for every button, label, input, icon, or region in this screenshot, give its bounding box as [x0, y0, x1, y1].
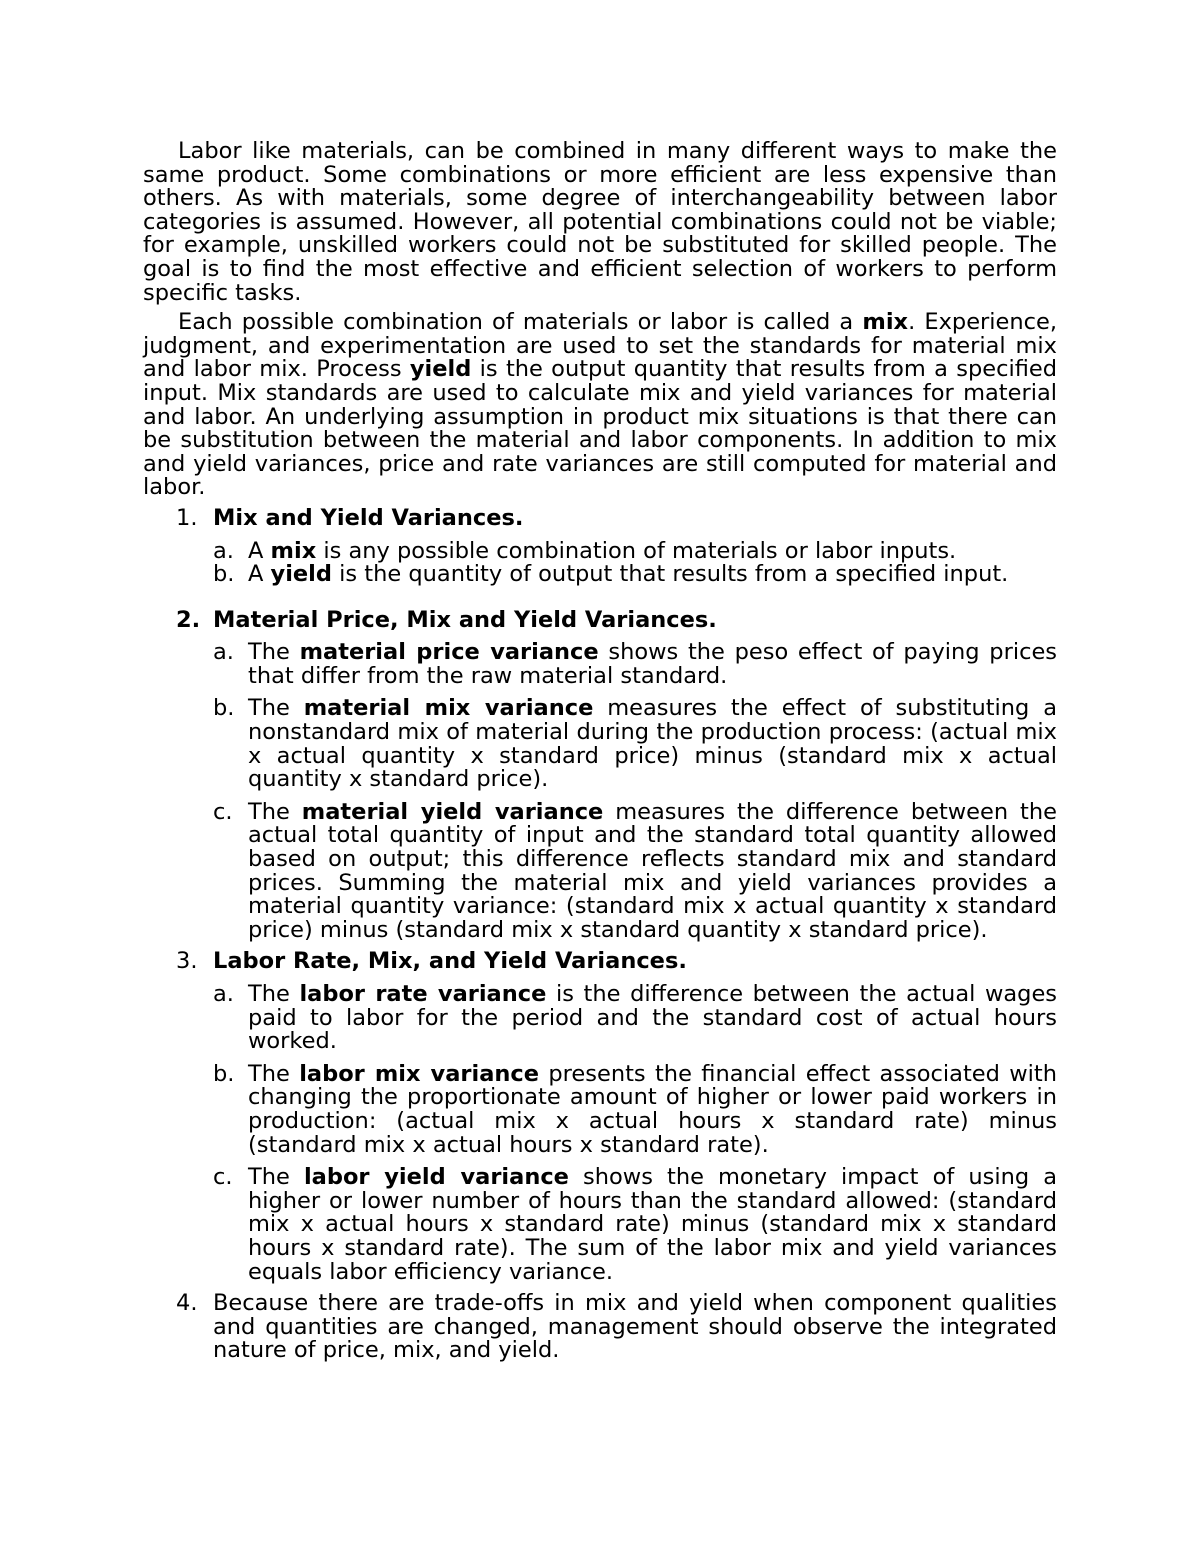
item-letter: c. [213, 798, 233, 825]
item-term: labor yield variance [303, 1164, 569, 1191]
text-run: is any possible combination of materials or labor inputs. [316, 537, 957, 564]
item-letter: b. [213, 561, 235, 588]
section-number: 1. [176, 504, 198, 531]
section-2-item-b [143, 697, 1057, 791]
text-run: The [248, 695, 304, 722]
section-3-item-a [143, 983, 1057, 1054]
text-run: The [248, 798, 302, 825]
text-run: is the difference between the actual wages paid to labor for the period and the standard cost of actual hours worked. [248, 981, 1058, 1055]
item-letter: b. [213, 1060, 235, 1087]
section-2 [143, 606, 1057, 633]
item-letter: a. [213, 981, 234, 1007]
section-3-item-b [143, 1060, 1057, 1158]
section-title: Mix and Yield Variances. [213, 504, 524, 531]
text-run: Each possible combination of materials or labor is called a [178, 309, 863, 336]
text-run: A [248, 561, 271, 588]
text-run: shows the peso effect of paying prices that differ from the raw material standard. [248, 639, 1058, 689]
section-2-item-a [143, 641, 1057, 688]
section-number: 2. [176, 606, 201, 633]
text-run: presents the financial effect associated with changing the proportionate amount of higher or lower paid workers in production: (actual mix x actual hours x standard rate) minus (standard mix x actual hours x standard rate). [248, 1060, 1057, 1158]
section-text: Because there are trade-offs in mix and yield when component qualities and quantities are changed, management should observe the integrated nature of price, mix, and yield. [213, 1290, 1057, 1364]
section-number: 4. [176, 1290, 198, 1317]
intro-paragraph-2 [143, 311, 1057, 500]
item-term: labor mix variance [299, 1060, 539, 1087]
document-page [143, 140, 1057, 1363]
text-run: is the output quantity that results from a specified input. Mix standards are used to calculate mix and yield variances for material and labor. An underlying assumption in product mix situations is that there can be substitution between the material and labor components. In addition to mix and yield variances, price and rate variances are still computed for material and labor. [143, 356, 1057, 501]
item-letter: a. [213, 537, 234, 564]
item-term: material price variance [299, 639, 599, 666]
item-term: mix [270, 537, 317, 564]
section-1-item-b [143, 563, 1057, 587]
text-run: The [248, 1060, 300, 1087]
term-mix: mix [862, 309, 909, 336]
item-letter: b. [213, 695, 235, 722]
intro-paragraph-1: Labor like materials, can be combined in many different ways to make the same product. Some combinations or more efficient are less expensive than others. As with materials, some degree of interchangeability between labor categories is assumed. However, all potential combinations could not be viable; for example, unskilled workers could not be substituted for skilled people. The goal is to find the most effective and efficient selection of workers to perform specific tasks. [143, 138, 1057, 306]
text-run: The [248, 1164, 304, 1191]
text-run: The [248, 639, 300, 666]
section-3-item-c [143, 1166, 1057, 1284]
text-run: A [248, 537, 271, 564]
item-letter: a. [213, 639, 234, 666]
text-run: shows the monetary impact of using a higher or lower number of hours than the standard allowed: (standard mix x actual hours x standard rate) minus (standard mix x standard hours x standard rate). The sum of the labor mix and yield variances equals labor efficiency variance. [248, 1164, 1058, 1285]
section-1 [143, 504, 1057, 531]
section-2-item-c [143, 798, 1057, 943]
term-yield: yield [409, 356, 472, 383]
text-run: measures the effect of substituting a nonstandard mix of material during the production process: (actual mix x actual quantity x standard price) minus (standard mix x actual quantity x standard price). [248, 695, 1057, 793]
section-title: Material Price, Mix and Yield Variances. [213, 606, 717, 633]
text-run: . Experience, judgment, and experimentation are used to set the standards for material mix and labor mix. Process [143, 309, 1058, 383]
item-term: yield [270, 561, 333, 588]
item-term: material yield variance [301, 798, 604, 825]
section-1-item-a [143, 537, 1057, 564]
section-4 [143, 1292, 1057, 1363]
item-letter: c. [213, 1164, 233, 1191]
item-term: material mix variance [303, 695, 594, 722]
section-3 [143, 950, 1057, 974]
section-number: 3. [176, 948, 198, 975]
section-title: Labor Rate, Mix, and Yield Variances. [213, 948, 687, 975]
text-run: measures the difference between the actual total quantity of input and the standard total quantity allowed based on output; this difference reflects standard mix and standard prices. Summing the material mix and yield variances provides a material quantity variance: (standard mix x actual quantity x standard price) minus (standard mix x standard quantity x standard price). [248, 798, 1057, 943]
text-run: The [248, 981, 300, 1007]
item-term: labor rate variance [299, 981, 547, 1007]
text-run: is the quantity of output that results from a specified input. [332, 561, 1009, 588]
